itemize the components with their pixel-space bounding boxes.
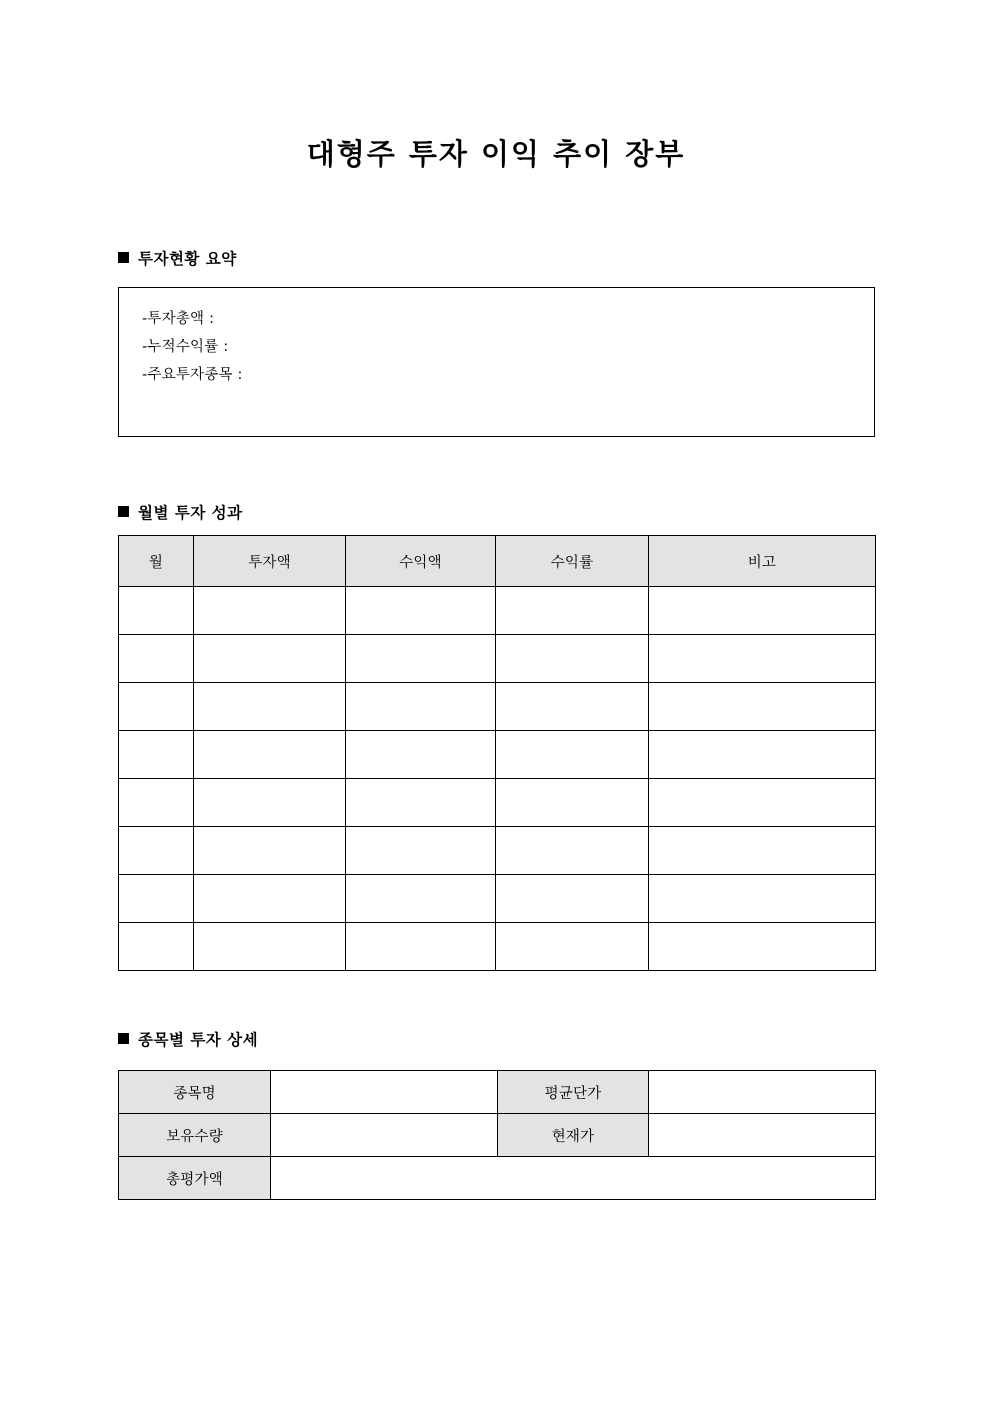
cell-current-price-value[interactable]: [649, 1114, 876, 1157]
cell-note[interactable]: [649, 731, 876, 779]
square-bullet-icon: [118, 252, 129, 263]
cell-investment[interactable]: [194, 875, 346, 923]
square-bullet-icon: [118, 506, 129, 517]
cell-return[interactable]: [496, 587, 649, 635]
cell-month[interactable]: [119, 587, 194, 635]
section-heading-summary: [118, 249, 237, 269]
cell-investment[interactable]: [194, 587, 346, 635]
cell-return[interactable]: [496, 923, 649, 971]
square-bullet-icon: [118, 1033, 129, 1044]
cell-note[interactable]: [649, 875, 876, 923]
cell-month[interactable]: [119, 635, 194, 683]
cell-month[interactable]: [119, 731, 194, 779]
cell-profit[interactable]: [346, 875, 496, 923]
row-label-quantity: 보유수량: [119, 1114, 271, 1157]
table-row: [119, 635, 876, 683]
cell-profit[interactable]: [346, 635, 496, 683]
cell-investment[interactable]: [194, 731, 346, 779]
column-header-month: 월: [119, 536, 194, 587]
cell-month[interactable]: [119, 683, 194, 731]
cell-note[interactable]: [649, 635, 876, 683]
cell-note[interactable]: [649, 587, 876, 635]
summary-list: [142, 305, 243, 389]
cell-return[interactable]: [496, 875, 649, 923]
table-row: [119, 683, 876, 731]
cell-return[interactable]: [496, 827, 649, 875]
summary-line-total-investment: -투자총액 :: [142, 311, 215, 327]
row-label-total-value: 총평가액: [119, 1157, 271, 1200]
column-header-profit: 수익액: [346, 536, 496, 587]
cell-profit[interactable]: [346, 827, 496, 875]
stock-detail-table: [118, 1070, 876, 1200]
table-row: [119, 1114, 876, 1157]
cell-investment[interactable]: [194, 779, 346, 827]
summary-box[interactable]: [118, 287, 875, 437]
cell-note[interactable]: [649, 779, 876, 827]
cell-profit[interactable]: [346, 731, 496, 779]
cell-investment[interactable]: [194, 923, 346, 971]
cell-average-price-value[interactable]: [649, 1071, 876, 1114]
column-header-note: 비고: [649, 536, 876, 587]
table-header-row: [119, 536, 876, 587]
cell-profit[interactable]: [346, 587, 496, 635]
cell-total-value-value[interactable]: [271, 1157, 876, 1200]
cell-investment[interactable]: [194, 635, 346, 683]
cell-stock-name-value[interactable]: [271, 1071, 498, 1114]
cell-month[interactable]: [119, 923, 194, 971]
cell-quantity-value[interactable]: [271, 1114, 498, 1157]
section-heading-detail-label: 종목별 투자 상세: [138, 1031, 259, 1049]
cell-month[interactable]: [119, 779, 194, 827]
table-row: [119, 875, 876, 923]
cell-profit[interactable]: [346, 923, 496, 971]
table-row: [119, 1157, 876, 1200]
table-row: [119, 587, 876, 635]
column-header-investment: 투자액: [194, 536, 346, 587]
cell-note[interactable]: [649, 683, 876, 731]
section-heading-monthly: [118, 503, 243, 523]
cell-month[interactable]: [119, 827, 194, 875]
row-label-current-price: 현재가: [498, 1114, 649, 1157]
page-title: 대형주 투자 이익 추이 장부: [306, 137, 686, 171]
cell-investment[interactable]: [194, 683, 346, 731]
cell-month[interactable]: [119, 875, 194, 923]
section-heading-summary-label: 투자현황 요약: [138, 250, 237, 268]
cell-return[interactable]: [496, 779, 649, 827]
row-label-stock-name: 종목명: [119, 1071, 271, 1114]
table-row: [119, 923, 876, 971]
summary-line-cumulative-return: -누적수익률 :: [142, 339, 229, 355]
cell-note[interactable]: [649, 827, 876, 875]
cell-investment[interactable]: [194, 827, 346, 875]
table-row: [119, 1071, 876, 1114]
monthly-performance-table: [118, 535, 876, 971]
cell-note[interactable]: [649, 923, 876, 971]
table-row: [119, 779, 876, 827]
cell-return[interactable]: [496, 683, 649, 731]
column-header-return: 수익률: [496, 536, 649, 587]
cell-profit[interactable]: [346, 779, 496, 827]
section-heading-monthly-label: 월별 투자 성과: [138, 504, 243, 522]
section-heading-detail: [118, 1030, 258, 1050]
table-row: [119, 731, 876, 779]
cell-return[interactable]: [496, 731, 649, 779]
row-label-average-price: 평균단가: [498, 1071, 649, 1114]
table-row: [119, 827, 876, 875]
cell-return[interactable]: [496, 635, 649, 683]
cell-profit[interactable]: [346, 683, 496, 731]
summary-line-main-holdings: -주요투자종목 :: [142, 367, 243, 383]
